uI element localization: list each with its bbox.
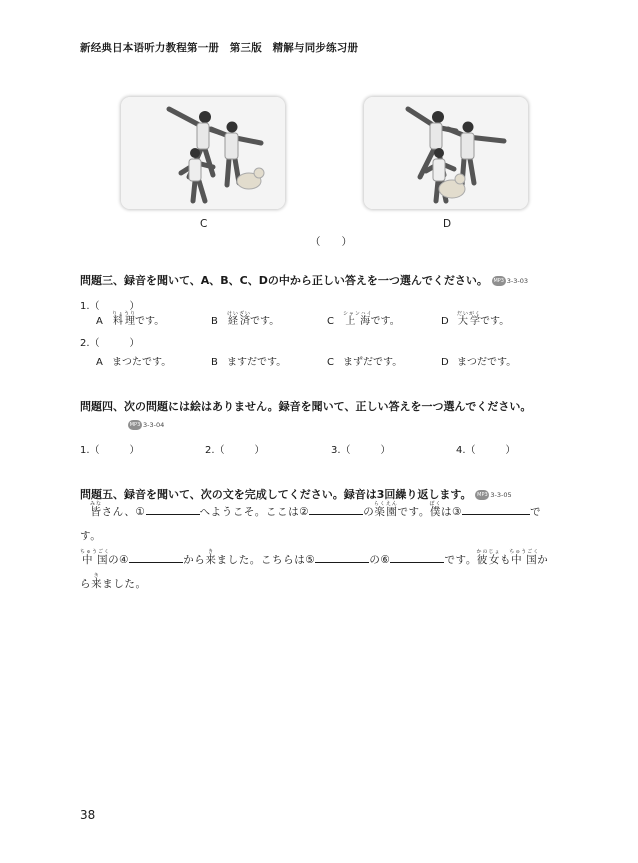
photo-label-c: C bbox=[200, 218, 208, 230]
q3-item-2-option-b: B ますだです。 bbox=[211, 357, 287, 368]
q5-paragraph: 皆みなさん、① へようこそ。ここは② の楽園らくえんです。僕ぼくは③ です。 中国ちゅうごくの④ から来きました。こちらは⑤ の⑥ です。彼女かのじょも中国ちゅうごくか ら来きました。 bbox=[80, 501, 549, 590]
q4-item-1: 1.（ ） bbox=[80, 445, 140, 456]
q4-audio-line bbox=[128, 418, 164, 431]
family-dancing-photo-icon bbox=[364, 97, 528, 209]
q3-item-2-option-a: A まつたです。 bbox=[96, 357, 172, 368]
audio-disc-icon: MP3 bbox=[493, 278, 504, 284]
blank-6[interactable] bbox=[390, 551, 444, 563]
family-photo-c bbox=[121, 97, 285, 209]
blank-2[interactable] bbox=[309, 503, 363, 515]
q3-item-2-number: 2.（ ） bbox=[80, 338, 140, 349]
blank-3[interactable] bbox=[462, 503, 530, 515]
q4-audio-badge[interactable]: MP3 3-3-04 bbox=[129, 421, 165, 429]
q3-item-1-option-c: C 上海シャンハイです。 bbox=[327, 311, 400, 327]
q3-item-1-option-b: B 経済けいざいです。 bbox=[211, 311, 280, 327]
q3-audio-badge[interactable]: MP3 3-3-03 bbox=[493, 277, 528, 285]
q4-item-2: 2.（ ） bbox=[205, 445, 265, 456]
answer-paren: （ ） bbox=[310, 236, 352, 248]
audio-disc-icon: MP3 bbox=[477, 492, 488, 498]
family-dancing-photo-icon bbox=[121, 97, 285, 209]
q3-item-2-option-c: C まずだです。 bbox=[327, 357, 403, 368]
q4-item-4: 4.（ ） bbox=[456, 445, 516, 456]
q3-item-1-option-d: D 大学だいがくです。 bbox=[441, 311, 510, 327]
blank-4[interactable] bbox=[129, 551, 183, 563]
q5-title-text: 問題五、録音を聞いて、次の文を完成してください。録音は3回繰り返します。 bbox=[80, 488, 472, 501]
running-header: 新经典日本语听力教程第一册 第三版 精解与同步练习册 bbox=[80, 42, 359, 54]
q3-title-text: 問題三、録音を聞いて、A、B、C、Dの中から正しい答えを一つ選んでください。 bbox=[80, 274, 488, 287]
q3-item-2-option-d: D まつだです。 bbox=[441, 357, 517, 368]
q5-audio-badge[interactable]: MP3 3-3-05 bbox=[477, 491, 512, 499]
q4-title: 問題四、次の問題には絵はありません。録音を聞いて、正しい答えを一つ選んでください。 bbox=[80, 400, 532, 413]
page-number: 38 bbox=[80, 808, 96, 822]
audio-disc-icon: MP3 bbox=[129, 422, 141, 428]
photo-label-d: D bbox=[443, 218, 452, 230]
blank-1[interactable] bbox=[146, 503, 200, 515]
q3-item-1-number: 1.（ ） bbox=[80, 301, 140, 312]
q3-item-1-option-a: A 料理りょうりです。 bbox=[96, 311, 165, 327]
q3-title bbox=[80, 272, 528, 288]
blank-5[interactable] bbox=[315, 551, 369, 563]
q4-item-3: 3.（ ） bbox=[331, 445, 391, 456]
family-photo-d bbox=[364, 97, 528, 209]
